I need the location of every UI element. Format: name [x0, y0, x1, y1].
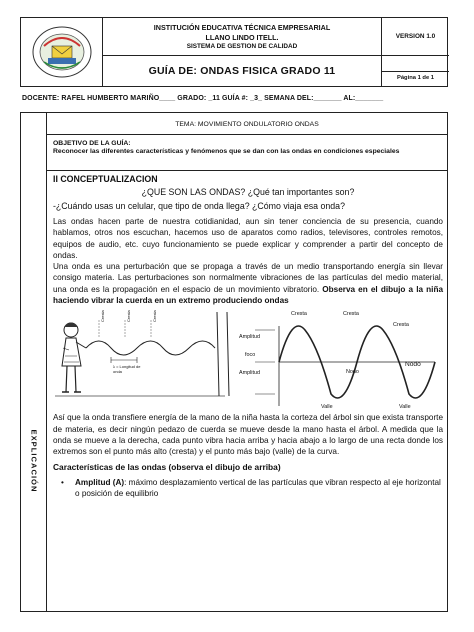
document-header — [20, 17, 448, 87]
objective-text: Reconocer las diferentes características y fenómenos que se dan con las ondas en condiciones especiales — [53, 148, 400, 155]
amplitude-label-2: Amplitud — [239, 370, 260, 377]
amplitude-term: Amplitud (A) — [75, 477, 125, 487]
definition-bold: Observa en el dibujo a la niña haciendo vibrar la cuerda en un extremo produciendo ondas — [53, 284, 443, 306]
definition-text: Una onda es una perturbación que se propaga a través de un medio transportando energía sin llevar consigo materia. Las perturbaciones son normalmente vibraciones de las partículas del medio material, una onda es la propagación en el espacio de un movimiento vibratorio. — [53, 262, 443, 294]
crest-label-1: Cresta — [291, 311, 307, 318]
content-area — [47, 113, 447, 611]
school-name: LLANO LINDO ITELL. — [205, 32, 279, 42]
trough-label-2: Valle — [399, 404, 411, 411]
guide-body — [20, 112, 448, 612]
objective-title: OBJETIVO DE LA GUÍA: — [53, 140, 131, 147]
crest-label-2: Cresta — [343, 311, 359, 318]
institution-name: INSTITUCIÓN EDUCATIVA TÉCNICA EMPRESARIAL — [153, 23, 331, 32]
paragraph-intro: Las ondas hacen parte de nuestra cotidianidad, aun sin tener conciencia de su presencia, cuando hablamos, otros nos escuchan, hacemos uso de aparatos como radios, televisores, controles remotos, equipos de audio, etc. cuyo funcionamiento se puede explicar y comprender a partir del concepto de ondas. — [53, 217, 443, 260]
left-crest-label-2: Cresta — [126, 310, 131, 323]
guide-title: GUÍA DE: ONDAS FISICA GRADO 11 — [148, 65, 336, 77]
teacher-info-line: DOCENTE: RAFEL HUMBERTO MARIÑO____ GRADO: _11 GUÍA #: _3_ SEMANA DEL:_______ AL:_______ — [22, 95, 384, 102]
node-label-1: Nodo — [346, 369, 359, 376]
page-indicator-cell — [381, 56, 449, 86]
wavelength-label: λ = Longitud de onda — [113, 364, 141, 375]
bullet-text — [75, 477, 443, 500]
quality-system: SISTEMA DE GESTION DE CALIDAD — [186, 43, 298, 50]
trough-label-1: Valle — [321, 404, 333, 411]
girl-rope-illustration — [53, 308, 233, 412]
school-seal-icon — [30, 24, 94, 80]
list-item — [53, 477, 443, 500]
amplitude-definition: : máximo desplazamiento vertical de las partículas que vibran respecto al eje horizontal o posición de equilibrio — [75, 477, 441, 499]
wave-figure — [53, 306, 443, 412]
side-column — [21, 113, 47, 611]
characteristics-title: Características de las ondas (observa el dibujo de arriba) — [53, 461, 281, 472]
left-crest-label-1: Cresta — [100, 310, 105, 323]
page-indicator: Página 1 de 1 — [382, 71, 449, 81]
amplitude-label-1: Amplitud — [239, 334, 260, 341]
topic-row: TEMA: MOVIMIENTO ONDULATORIO ONDAS — [47, 113, 447, 135]
crest-label-3: Cresta — [393, 322, 409, 329]
paragraph-energy-transfer: Así que la onda transfiere energía de la mano de la niña hasta la corteza del árbol sin que exista transporte de materia, es decir ningún pedazo de cuerda se mueve desde la mano hasta el árbol. A medida que la onda se mueve a la derecha, cada punto vibra hacia arriba y hacia abajo a lo largo de una recta donde los extremos son el punto más alto (cresta) y el punto más bajo (valle) de la curva. — [53, 413, 443, 457]
question-what-are-waves: ¿QUE SON LAS ONDAS? ¿Qué tan importantes son? — [141, 187, 355, 197]
side-label: EXPLICACIÓN — [29, 429, 39, 493]
paragraph-definition — [53, 261, 443, 306]
bullet-dot: • — [61, 477, 64, 487]
logo-cell — [21, 18, 103, 86]
sine-wave-diagram — [235, 306, 447, 410]
left-crest-label-3: Cresta — [152, 310, 157, 323]
institution-block — [103, 18, 381, 56]
section-title: II CONCEPTUALIZACION — [53, 174, 158, 184]
question-cellphone: -¿Cuándo usas un celular, que tipo de onda llega? ¿Cómo viaja esa onda? — [53, 201, 345, 211]
objective-block — [47, 135, 447, 171]
explanation-text — [47, 171, 447, 499]
node-label-2: Nodo — [405, 361, 421, 369]
version-label: VERSION 1.0 — [381, 18, 449, 56]
focus-label: foco — [245, 352, 256, 359]
